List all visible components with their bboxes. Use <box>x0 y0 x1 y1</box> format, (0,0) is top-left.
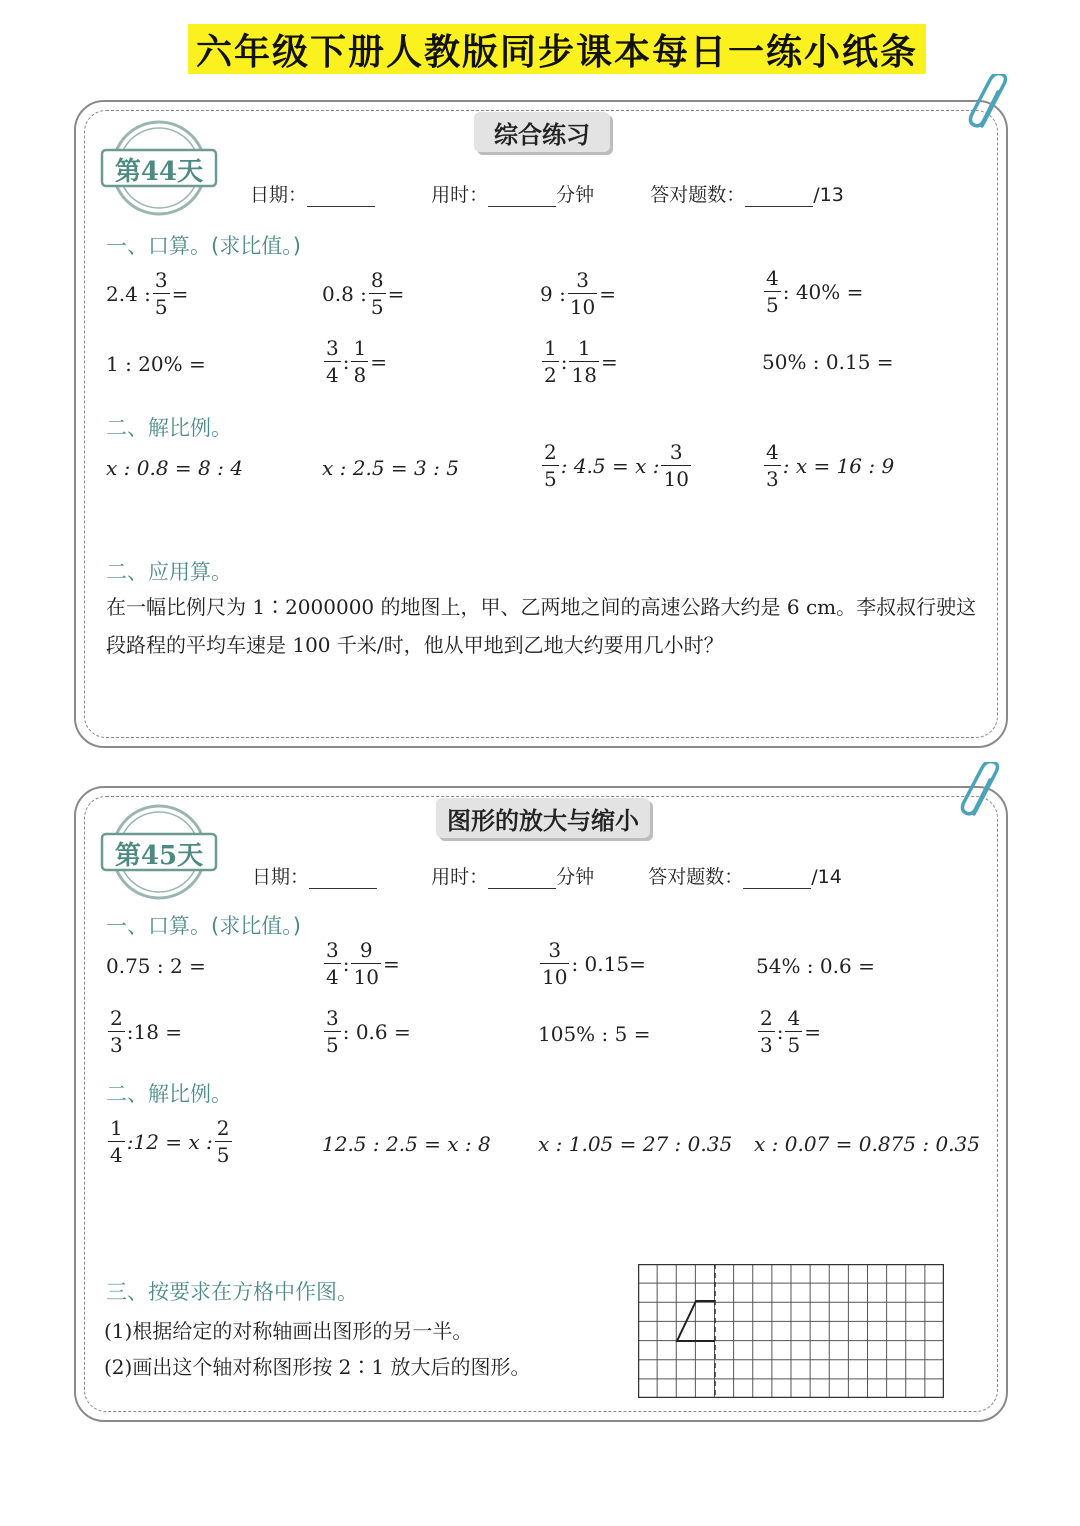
section-grid-drawing: 三、按要求在方格中作图。 <box>106 1280 358 1304</box>
score-blank[interactable] <box>743 868 811 889</box>
card-tab-title: 综合练习 <box>474 112 610 152</box>
score-label: 答对题数： <box>650 184 746 206</box>
proportion-q4: x : 0.07 = 0.875 : 0.35 <box>754 1132 980 1156</box>
time-label: 用时： <box>431 184 489 206</box>
worksheet-card-day45 <box>74 786 1008 1422</box>
section-solve-proportion: 二、解比例。 <box>106 1082 232 1106</box>
oral-q3: $\frac{3}{10}$ : 0.15= <box>542 938 646 989</box>
oral-q5: 1 : 20% = <box>106 352 206 376</box>
section-application: 二、应用算。 <box>106 560 232 584</box>
oral-q8: $\frac{2}{3}$ : $\frac{4}{5}$ = <box>760 1006 821 1057</box>
paperclip-icon <box>968 74 1018 134</box>
section-oral-calc: 一、口算。(求比值。) <box>106 234 301 258</box>
time-blank[interactable] <box>488 186 556 207</box>
info-row <box>250 180 844 207</box>
proportion-q1: x : 0.8 = 8 : 4 <box>106 456 243 480</box>
word-problem-text: 在一幅比例尺为 1∶2000000 的地图上，甲、乙两地之间的高速公路大约是 6 cm。李叔叔行驶这段路程的平均车速是 100 千米/时，他从甲地到乙地大约要用几小时？ <box>106 595 977 657</box>
worksheet-card-day44 <box>74 100 1008 748</box>
proportion-q3: x : 1.05 = 27 : 0.35 <box>538 1132 733 1156</box>
date-label: 日期： <box>250 184 308 206</box>
time-unit: 分钟 <box>556 866 595 888</box>
score-blank[interactable] <box>745 186 813 207</box>
date-label: 日期： <box>252 866 310 888</box>
oral-q1: 2.4 : $\frac{3}{5}$ = <box>106 268 189 319</box>
oral-q6: $\frac{3}{5}$ : 0.6 = <box>326 1006 411 1057</box>
paperclip-icon <box>960 762 1010 822</box>
proportion-q3: $\frac{2}{5}$ : 4.5 = x : $\frac{3}{10}$ <box>544 440 689 491</box>
oral-q3: 9 : $\frac{3}{10}$ = <box>540 268 617 319</box>
time-label: 用时： <box>431 866 489 888</box>
oral-q6: $\frac{3}{4}$ : $\frac{1}{8}$ = <box>326 336 387 387</box>
grid-task-2: (2)画出这个轴对称图形按 2∶1 放大后的图形。 <box>104 1355 531 1379</box>
time-unit: 分钟 <box>556 184 595 206</box>
oral-q2: $\frac{3}{4}$ : $\frac{9}{10}$ = <box>326 938 400 989</box>
oral-q2: 0.8 : $\frac{8}{5}$ = <box>322 268 405 319</box>
score-label: 答对题数： <box>648 866 744 888</box>
proportion-q4: $\frac{4}{3}$ : x = 16 : 9 <box>766 440 895 491</box>
section-oral-calc: 一、口算。(求比值。) <box>106 914 301 938</box>
proportion-q1: $\frac{1}{4}$ :12 = x : $\frac{2}{5}$ <box>110 1116 230 1167</box>
info-row <box>252 862 842 889</box>
score-total: /14 <box>811 866 842 888</box>
oral-q7: 105% : 5 = <box>538 1022 651 1046</box>
oral-q1: 0.75 : 2 = <box>106 954 206 978</box>
score-total: /13 <box>813 184 844 206</box>
page-banner-title: 六年级下册人教版同步课本每日一练小纸条 <box>188 24 926 74</box>
proportion-q2: x : 2.5 = 3 : 5 <box>322 456 459 480</box>
oral-q4: $\frac{4}{5}$ : 40% = <box>766 266 864 317</box>
time-blank[interactable] <box>488 868 556 889</box>
day-badge-label: 第44天 <box>114 156 204 187</box>
oral-q8: 50% : 0.15 = <box>762 350 894 374</box>
day-badge-label: 第45天 <box>114 840 204 871</box>
oral-q4: 54% : 0.6 = <box>756 954 875 978</box>
card-tab-title: 图形的放大与缩小 <box>436 798 650 838</box>
proportion-q2: 12.5 : 2.5 = x : 8 <box>322 1132 491 1156</box>
drawing-grid[interactable] <box>638 1264 944 1398</box>
grid-task-1: (1)根据给定的对称轴画出图形的另一半。 <box>104 1319 473 1343</box>
oral-q5: $\frac{2}{3}$ :18 = <box>110 1006 183 1057</box>
date-blank[interactable] <box>309 868 377 889</box>
date-blank[interactable] <box>307 186 375 207</box>
oral-q7: $\frac{1}{2}$ : $\frac{1}{18}$ = <box>544 336 618 387</box>
section-solve-proportion: 二、解比例。 <box>106 416 232 440</box>
